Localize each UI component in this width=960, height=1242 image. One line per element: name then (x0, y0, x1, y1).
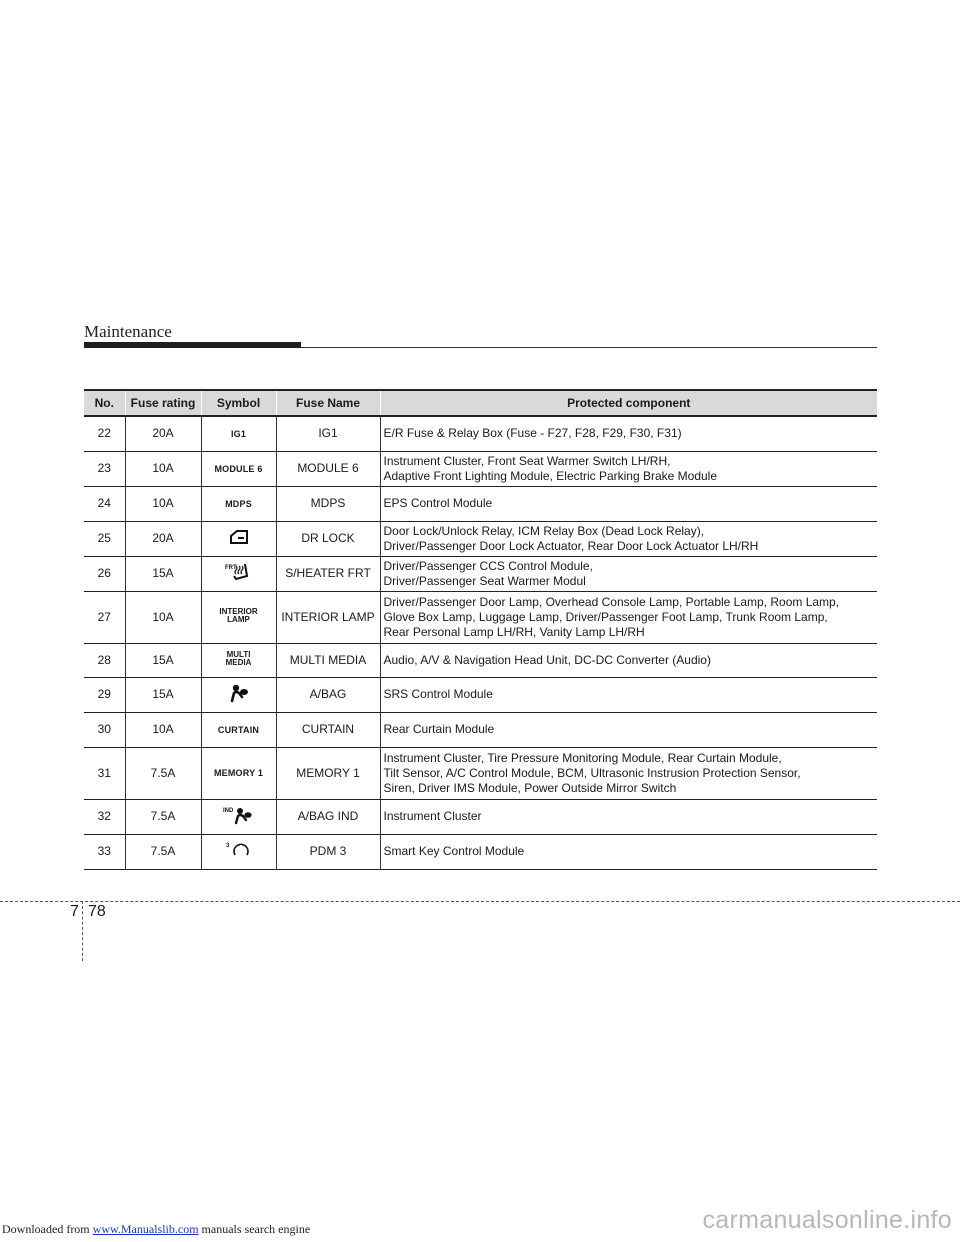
table-row (84, 747, 877, 799)
section-title-bar (84, 342, 301, 348)
fuse-name: MDPS (276, 486, 380, 521)
fuse-symbol (201, 521, 276, 556)
component-line: Driver/Passenger Seat Warmer Modul (383, 573, 586, 588)
component-line: Rear Personal Lamp LH/RH, Vanity Lamp LH/RH (383, 624, 645, 639)
fuse-symbol (201, 643, 276, 677)
fuse-no: 24 (84, 486, 125, 521)
table-row (84, 677, 877, 712)
component-line: Instrument Cluster, Front Seat Warmer Switch LH/RH, (383, 453, 671, 468)
manualslib-link[interactable]: www.Manualslib.com (92, 1222, 199, 1236)
page-number: 78 (88, 903, 106, 920)
symbol-text: CURTAIN (217, 724, 260, 735)
header-symbol: Symbol (201, 390, 276, 416)
fuse-rating: 10A (125, 712, 201, 747)
fuse-no: 27 (84, 591, 125, 643)
component-line: Audio, A/V & Navigation Head Unit, DC-DC Converter (Audio) (383, 652, 711, 667)
section-title: Maintenance (84, 322, 172, 341)
footer-prefix: Downloaded from (2, 1222, 93, 1236)
protected-component (380, 747, 877, 799)
footer-suffix: manuals search engine (198, 1222, 311, 1236)
table-row (84, 712, 877, 747)
protected-component (380, 712, 877, 747)
header-fuse-rating: Fuse rating (125, 390, 201, 416)
table-row (84, 834, 877, 869)
symbol-line: INTERIOR (219, 607, 258, 616)
protected-component (380, 643, 877, 677)
table-row (84, 643, 877, 677)
fuse-symbol (201, 486, 276, 521)
symbol-text: MDPS (225, 498, 252, 509)
fuse-no: 31 (84, 747, 125, 799)
component-line: Tilt Sensor, A/C Control Module, BCM, Ultrasonic Instrusion Protection Sensor, (383, 765, 801, 780)
fuse-rating: 10A (125, 451, 201, 486)
symbol-text: MEMORY 1 (213, 768, 264, 778)
pdm-label: 3 (225, 842, 229, 849)
header-protected-component: Protected component (380, 390, 877, 416)
protected-component (380, 799, 877, 834)
component-line: Driver/Passenger Door Lock Actuator, Rear Door Lock Actuator LH/RH (383, 538, 759, 553)
fuse-rating: 10A (125, 591, 201, 643)
airbag-icon (227, 683, 251, 703)
component-line: Driver/Passenger Door Lamp, Overhead Console Lamp, Portable Lamp, Room Lamp, (383, 594, 840, 609)
fuse-rating: 15A (125, 556, 201, 591)
fuse-rating: 20A (125, 416, 201, 451)
fuse-rating: 7.5A (125, 834, 201, 869)
fuse-name: A/BAG (276, 677, 380, 712)
fuse-name: DR LOCK (276, 521, 380, 556)
component-line: Door Lock/Unlock Relay, ICM Relay Box (Dead Lock Relay), (383, 523, 705, 538)
symbol-line: LAMP (227, 615, 250, 624)
fuse-rating: 7.5A (125, 747, 201, 799)
table-row (84, 799, 877, 834)
fuse-name: MODULE 6 (276, 451, 380, 486)
protected-component (380, 677, 877, 712)
watermark: carmanualsonline.info (702, 1206, 952, 1234)
download-footer (2, 1222, 310, 1237)
fuse-table (84, 389, 877, 870)
protected-component (380, 591, 877, 643)
fuse-symbol (201, 799, 276, 834)
fuse-no: 22 (84, 416, 125, 451)
fuse-symbol (201, 416, 276, 451)
symbol-line: MEDIA (225, 658, 252, 667)
fuse-name: CURTAIN (276, 712, 380, 747)
component-line: Instrument Cluster (383, 809, 482, 823)
fuse-rating: 15A (125, 677, 201, 712)
fuse-no: 30 (84, 712, 125, 747)
page-divider (0, 901, 960, 902)
table-row (84, 556, 877, 591)
symbol-text: MODULE 6 (214, 463, 263, 474)
fuse-symbol (201, 712, 276, 747)
symbol-text (219, 608, 257, 624)
component-line: Rear Curtain Module (383, 722, 495, 736)
fuse-no: 29 (84, 677, 125, 712)
component-line: E/R Fuse & Relay Box (Fuse - F27, F28, F29, F30, F31) (383, 426, 682, 441)
seat-heater-label: FRT (224, 564, 237, 571)
table-header-row (84, 390, 877, 416)
fuse-no: 28 (84, 643, 125, 677)
component-line: Adaptive Front Lighting Module, Electric Parking Brake Module (383, 468, 718, 483)
fuse-name: IG1 (276, 416, 380, 451)
protected-component (380, 451, 877, 486)
table-row (84, 451, 877, 486)
component-line: Glove Box Lamp, Luggage Lamp, Driver/Passenger Foot Lamp, Trunk Room Lamp, (383, 609, 828, 624)
fuse-symbol (201, 677, 276, 712)
fuse-rating: 10A (125, 486, 201, 521)
component-line: Instrument Cluster, Tire Pressure Monitoring Module, Rear Curtain Module, (383, 750, 782, 765)
protected-component (380, 834, 877, 869)
airbag-indicator-icon (223, 805, 255, 825)
fuse-name: PDM 3 (276, 834, 380, 869)
component-line: EPS Control Module (383, 496, 493, 510)
fuse-rating: 20A (125, 521, 201, 556)
fuse-rating: 7.5A (125, 799, 201, 834)
component-line: SRS Control Module (383, 687, 493, 701)
table-row (84, 486, 877, 521)
fuse-no: 25 (84, 521, 125, 556)
header-no: No. (84, 390, 125, 416)
component-line: Smart Key Control Module (383, 844, 525, 858)
fuse-name: INTERIOR LAMP (276, 591, 380, 643)
symbol-line: MULTI (226, 650, 251, 659)
fuse-name: MEMORY 1 (276, 747, 380, 799)
pdm-icon (225, 840, 253, 860)
protected-component (380, 416, 877, 451)
fuse-symbol (201, 591, 276, 643)
fuse-name: A/BAG IND (276, 799, 380, 834)
fuse-symbol (201, 834, 276, 869)
chapter-number: 7 (70, 903, 79, 920)
fuse-no: 23 (84, 451, 125, 486)
seat-heater-icon (224, 562, 254, 582)
protected-component (380, 486, 877, 521)
fuse-no: 33 (84, 834, 125, 869)
fuse-no: 32 (84, 799, 125, 834)
fuse-symbol (201, 556, 276, 591)
symbol-text: IG1 (230, 428, 247, 439)
fuse-rating: 15A (125, 643, 201, 677)
header-fuse-name: Fuse Name (276, 390, 380, 416)
fuse-name: S/HEATER FRT (276, 556, 380, 591)
fuse-symbol (201, 451, 276, 486)
section-title-rule (301, 347, 877, 348)
page-divider-vertical (82, 901, 83, 961)
table-row (84, 521, 877, 556)
symbol-text (226, 651, 252, 667)
fuse-name: MULTI MEDIA (276, 643, 380, 677)
table-row (84, 416, 877, 451)
protected-component (380, 521, 877, 556)
fuse-symbol (201, 747, 276, 799)
door-lock-icon (229, 529, 249, 545)
component-line: Siren, Driver IMS Module, Power Outside Mirror Switch (383, 780, 677, 795)
table-row (84, 591, 877, 643)
component-line: Driver/Passenger CCS Control Module, (383, 558, 593, 573)
airbag-indicator-label: IND (222, 807, 233, 814)
protected-component (380, 556, 877, 591)
fuse-no: 26 (84, 556, 125, 591)
